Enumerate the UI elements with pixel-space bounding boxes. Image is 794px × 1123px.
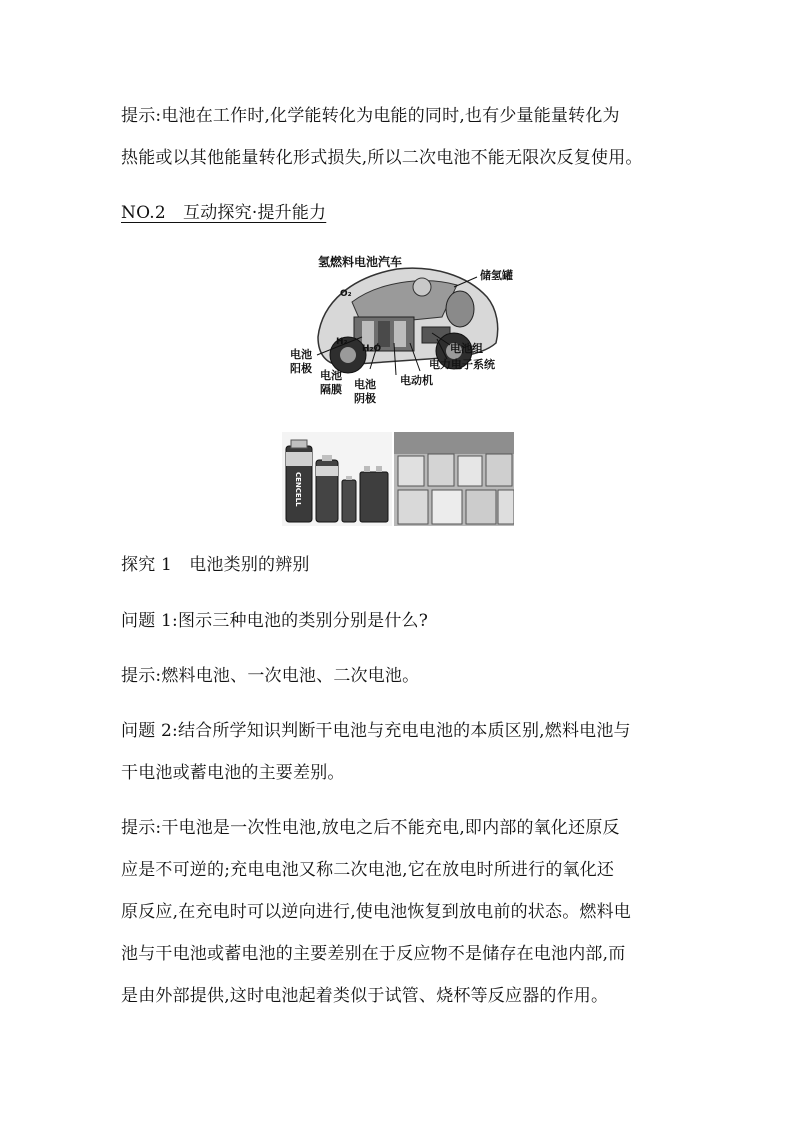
cathode-label-2: 阴极 xyxy=(354,392,376,405)
membrane-label-1: 电池 xyxy=(320,369,342,382)
answer-2-line-4: 池与干电池或蓄电池的主要差别在于反应物不是储存在电池内部,而 xyxy=(121,944,626,964)
car-illustration xyxy=(282,247,512,415)
answer-2-line-5: 是由外部提供,这时电池起着类似于试管、烧杯等反应器的作用。 xyxy=(121,986,609,1006)
hydrogen-tank-label: 储氢罐 xyxy=(480,269,513,282)
battery-pack-label: 电池组 xyxy=(450,342,483,355)
fuel-cell-car-figure xyxy=(282,247,512,415)
h2-label: H₂ xyxy=(336,337,348,347)
answer-2-line-1: 提示:干电池是一次性电池,放电之后不能充电,即内部的氧化还原反 xyxy=(121,818,620,838)
section-heading: NO.2 互动探究·提升能力 xyxy=(121,203,327,223)
battery-brand-label: CENCELL xyxy=(294,472,302,507)
membrane-label-2: 隔膜 xyxy=(320,383,342,396)
o2-label: O₂ xyxy=(340,289,352,299)
question-2-line-2: 干电池或蓄电池的主要差别。 xyxy=(121,763,345,783)
anode-label-1: 电池 xyxy=(290,348,312,361)
h2o-label: H₂O xyxy=(362,344,382,354)
battery-photos xyxy=(282,432,514,526)
tip-line-2: 热能或以其他能量转化形式损失,所以二次电池不能无限次反复使用。 xyxy=(121,148,643,168)
tip-line-1: 提示:电池在工作时,化学能转化为电能的同时,也有少量能量转化为 xyxy=(121,106,620,126)
motor-label: 电动机 xyxy=(400,374,433,387)
question-1: 问题 1:图示三种电池的类别分别是什么? xyxy=(121,611,429,631)
power-electronics-label: 电力电子系统 xyxy=(429,358,495,371)
explore-title: 探究 1 电池类别的辨别 xyxy=(121,555,310,575)
question-2-line-1: 问题 2:结合所学知识判断干电池与充电电池的本质区别,燃料电池与 xyxy=(121,721,631,741)
answer-1: 提示:燃料电池、一次电池、二次电池。 xyxy=(121,666,420,686)
batteries-illustration xyxy=(282,432,514,526)
cathode-label-1: 电池 xyxy=(354,378,376,391)
car-title: 氢燃料电池汽车 xyxy=(318,255,403,269)
anode-label-2: 阳极 xyxy=(290,362,312,375)
answer-2-line-2: 应是不可逆的;充电电池又称二次电池,它在放电时所进行的氧化还 xyxy=(121,860,615,880)
answer-2-line-3: 原反应,在充电时可以逆向进行,使电池恢复到放电前的状态。燃料电 xyxy=(121,902,632,922)
